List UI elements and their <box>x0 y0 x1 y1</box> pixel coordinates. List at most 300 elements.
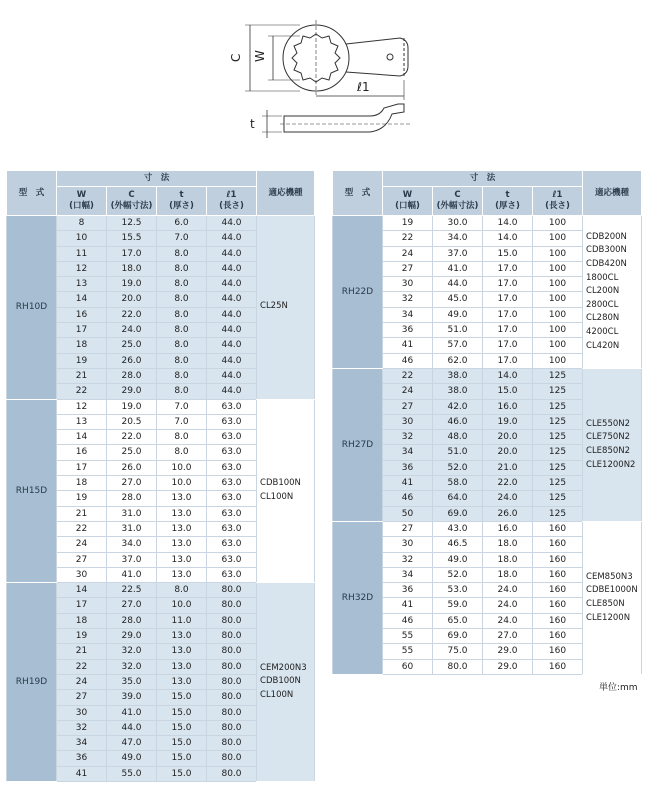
header-t <box>157 187 207 216</box>
model-cell: RH15D <box>7 399 57 583</box>
cell-l1: 44.0 <box>207 277 257 292</box>
cell-l1: 100 <box>533 261 583 276</box>
cell-t: 14.0 <box>483 368 533 383</box>
cell-w: 14 <box>57 583 107 598</box>
cell-t: 8.0 <box>157 292 207 307</box>
spec-table-right <box>332 170 642 675</box>
cell-c: 53.0 <box>433 583 483 598</box>
cell-c: 27.0 <box>107 476 157 491</box>
cell-t: 24.0 <box>483 583 533 598</box>
cell-l1: 125 <box>533 430 583 445</box>
cell-w: 30 <box>383 414 433 429</box>
cell-w: 21 <box>57 506 107 521</box>
cell-c: 31.0 <box>107 506 157 521</box>
cell-t: 17.0 <box>483 323 533 338</box>
cell-c: 75.0 <box>433 644 483 659</box>
cell-l1: 160 <box>533 629 583 644</box>
spec-table-left <box>6 170 315 782</box>
cell-t: 8.0 <box>157 445 207 460</box>
wrench-dimension-diagram <box>0 0 650 160</box>
cell-w: 32 <box>383 430 433 445</box>
handle-outline <box>346 38 408 76</box>
cell-c: 25.0 <box>107 445 157 460</box>
cell-l1: 100 <box>533 292 583 307</box>
cell-w: 30 <box>383 537 433 552</box>
cell-c: 39.0 <box>107 690 157 705</box>
header-l1-label: ℓ1 <box>226 190 237 200</box>
cell-t: 15.0 <box>157 766 207 781</box>
header-c <box>107 187 157 216</box>
cell-t: 15.0 <box>157 690 207 705</box>
cell-c: 28.0 <box>107 491 157 506</box>
cell-c: 26.0 <box>107 460 157 475</box>
cell-t: 13.0 <box>157 629 207 644</box>
cell-t: 22.0 <box>483 476 533 491</box>
applicable-models-cell <box>583 216 642 369</box>
cell-w: 30 <box>383 277 433 292</box>
table-row <box>7 399 315 414</box>
cell-c: 51.0 <box>433 445 483 460</box>
cell-l1: 63.0 <box>207 491 257 506</box>
model-cell: RH32D <box>333 521 383 674</box>
cell-l1: 44.0 <box>207 292 257 307</box>
cell-t: 17.0 <box>483 261 533 276</box>
cell-l1: 100 <box>533 323 583 338</box>
cell-c: 69.0 <box>433 506 483 521</box>
cell-c: 20.5 <box>107 414 157 429</box>
cell-t: 24.0 <box>483 598 533 613</box>
cell-c: 26.0 <box>107 353 157 368</box>
cell-c: 15.5 <box>107 231 157 246</box>
cell-w: 41 <box>383 476 433 491</box>
cell-t: 16.0 <box>483 399 533 414</box>
cell-l1: 63.0 <box>207 430 257 445</box>
cell-c: 45.0 <box>433 292 483 307</box>
applicable-models-cell <box>257 583 315 782</box>
applicable-model-item: CDB100N <box>260 676 301 687</box>
label-c: C <box>229 53 243 62</box>
cell-w: 16 <box>57 445 107 460</box>
cell-l1: 100 <box>533 353 583 368</box>
cell-w: 24 <box>383 384 433 399</box>
cell-w: 17 <box>57 598 107 613</box>
cell-t: 24.0 <box>483 491 533 506</box>
cell-c: 59.0 <box>433 598 483 613</box>
cell-t: 8.0 <box>157 384 207 399</box>
cell-l1: 44.0 <box>207 353 257 368</box>
cell-t: 15.0 <box>157 705 207 720</box>
cell-l1: 125 <box>533 460 583 475</box>
cell-w: 41 <box>383 338 433 353</box>
cell-w: 32 <box>57 720 107 735</box>
cell-t: 13.0 <box>157 491 207 506</box>
cell-w: 22 <box>57 521 107 536</box>
cell-l1: 44.0 <box>207 338 257 353</box>
cell-t: 8.0 <box>157 583 207 598</box>
cell-c: 55.0 <box>107 766 157 781</box>
cell-c: 37.0 <box>107 552 157 567</box>
cell-c: 28.0 <box>107 368 157 383</box>
cell-c: 80.0 <box>433 659 483 674</box>
applicable-model-item: CLE1200N2 <box>586 459 636 470</box>
cell-c: 51.0 <box>433 323 483 338</box>
header-c-sub: (外幅寸法) <box>110 201 153 211</box>
applicable-model-item: CLE850N <box>586 598 625 609</box>
cell-t: 8.0 <box>157 368 207 383</box>
cell-w: 27 <box>57 552 107 567</box>
cell-c: 18.0 <box>107 261 157 276</box>
cell-w: 36 <box>383 460 433 475</box>
header-dimensions: 寸 法 <box>57 171 257 187</box>
cell-c: 38.0 <box>433 384 483 399</box>
cell-t: 15.0 <box>157 751 207 766</box>
applicable-model-item: 1800CL <box>586 272 619 283</box>
cell-l1: 63.0 <box>207 567 257 582</box>
cell-t: 7.0 <box>157 399 207 414</box>
cell-w: 34 <box>383 567 433 582</box>
cell-t: 6.0 <box>157 216 207 231</box>
cell-l1: 160 <box>533 537 583 552</box>
cell-t: 19.0 <box>483 414 533 429</box>
cell-w: 24 <box>383 246 433 261</box>
header-t-label: t <box>179 190 184 200</box>
cell-w: 18 <box>57 338 107 353</box>
cell-c: 52.0 <box>433 567 483 582</box>
cell-c: 69.0 <box>433 629 483 644</box>
cell-l1: 160 <box>533 521 583 536</box>
cell-l1: 125 <box>533 368 583 383</box>
label-l1: ℓ1 <box>357 80 370 94</box>
table-row <box>333 521 642 536</box>
cell-w: 27 <box>57 690 107 705</box>
cell-c: 19.0 <box>107 399 157 414</box>
cell-w: 55 <box>383 629 433 644</box>
cell-w: 12 <box>57 399 107 414</box>
cell-c: 27.0 <box>107 598 157 613</box>
header-model: 型 式 <box>7 171 57 216</box>
header-c-label: C <box>128 190 135 200</box>
cell-w: 22 <box>57 659 107 674</box>
applicable-model-item: CL280N <box>586 313 620 324</box>
cell-c: 47.0 <box>107 736 157 751</box>
cell-c: 22.0 <box>107 430 157 445</box>
cell-w: 32 <box>383 292 433 307</box>
applicable-model-item: 2800CL <box>586 299 619 310</box>
cell-l1: 63.0 <box>207 537 257 552</box>
cell-c: 32.0 <box>107 659 157 674</box>
cell-t: 7.0 <box>157 231 207 246</box>
applicable-model-item: 4200CL <box>586 326 619 337</box>
cell-l1: 44.0 <box>207 231 257 246</box>
cell-w: 18 <box>57 613 107 628</box>
cell-t: 17.0 <box>483 338 533 353</box>
cell-l1: 63.0 <box>207 506 257 521</box>
cell-l1: 160 <box>533 583 583 598</box>
applicable-model-item: CL420N <box>586 340 620 351</box>
cell-t: 10.0 <box>157 598 207 613</box>
cell-l1: 80.0 <box>207 736 257 751</box>
header-w <box>57 187 107 216</box>
cell-t: 15.0 <box>157 720 207 735</box>
cell-c: 28.0 <box>107 613 157 628</box>
applicable-models-cell <box>257 399 315 583</box>
cell-w: 19 <box>383 216 433 231</box>
cell-l1: 100 <box>533 277 583 292</box>
cell-t: 17.0 <box>483 292 533 307</box>
cell-t: 29.0 <box>483 644 533 659</box>
applicable-model-item: CDBE1000N <box>586 585 638 596</box>
cell-c: 31.0 <box>107 521 157 536</box>
header-w-sub: (口幅) <box>69 201 94 211</box>
header-dimensions: 寸 法 <box>383 171 583 187</box>
table-row <box>7 583 315 598</box>
cell-c: 44.0 <box>107 720 157 735</box>
cell-c: 62.0 <box>433 353 483 368</box>
cell-l1: 80.0 <box>207 751 257 766</box>
spec-table-left-body <box>7 216 315 782</box>
cell-w: 36 <box>57 751 107 766</box>
header-t <box>483 187 533 216</box>
applicable-model-item: CL100N <box>260 491 294 502</box>
header-c-label: C <box>454 190 461 200</box>
cell-l1: 63.0 <box>207 476 257 491</box>
cell-w: 30 <box>57 567 107 582</box>
cell-l1: 80.0 <box>207 659 257 674</box>
cell-l1: 80.0 <box>207 766 257 781</box>
cell-t: 8.0 <box>157 261 207 276</box>
header-applicable-models: 適応機種 <box>583 171 642 216</box>
cell-w: 18 <box>57 476 107 491</box>
cell-t: 14.0 <box>483 231 533 246</box>
cell-w: 19 <box>57 353 107 368</box>
cell-t: 15.0 <box>157 736 207 751</box>
cell-c: 52.0 <box>433 460 483 475</box>
cell-w: 14 <box>57 430 107 445</box>
applicable-models-cell <box>257 216 315 400</box>
cell-w: 27 <box>383 399 433 414</box>
cell-t: 13.0 <box>157 506 207 521</box>
cell-c: 38.0 <box>433 368 483 383</box>
applicable-model-item: CDB200N <box>586 231 627 242</box>
applicable-model-item: CL200N <box>586 286 620 297</box>
applicable-model-item: CLE750N2 <box>586 432 631 443</box>
cell-t: 26.0 <box>483 506 533 521</box>
cell-c: 64.0 <box>433 491 483 506</box>
cell-w: 22 <box>57 384 107 399</box>
cell-c: 49.0 <box>433 552 483 567</box>
cell-l1: 44.0 <box>207 368 257 383</box>
applicable-model-item: CL25N <box>260 301 288 312</box>
applicable-model-item: CLE1200N <box>586 612 631 623</box>
cell-l1: 63.0 <box>207 414 257 429</box>
cell-c: 17.0 <box>107 246 157 261</box>
model-cell: RH19D <box>7 583 57 782</box>
cell-c: 46.0 <box>433 414 483 429</box>
cell-w: 41 <box>57 766 107 781</box>
model-cell: RH22D <box>333 216 383 369</box>
cell-l1: 100 <box>533 216 583 231</box>
cell-t: 8.0 <box>157 338 207 353</box>
cell-l1: 63.0 <box>207 445 257 460</box>
applicable-model-item: CEM850N3 <box>586 571 633 582</box>
cell-l1: 125 <box>533 414 583 429</box>
cell-w: 8 <box>57 216 107 231</box>
cell-l1: 44.0 <box>207 323 257 338</box>
cell-l1: 125 <box>533 476 583 491</box>
cell-c: 57.0 <box>433 338 483 353</box>
cell-c: 37.0 <box>433 246 483 261</box>
cell-t: 13.0 <box>157 567 207 582</box>
cell-w: 11 <box>57 246 107 261</box>
cell-l1: 80.0 <box>207 644 257 659</box>
spec-table-right-body <box>333 216 642 675</box>
cell-t: 16.0 <box>483 521 533 536</box>
cell-l1: 160 <box>533 567 583 582</box>
cell-t: 21.0 <box>483 460 533 475</box>
cell-w: 36 <box>383 323 433 338</box>
cell-l1: 160 <box>533 552 583 567</box>
cell-t: 27.0 <box>483 629 533 644</box>
cell-w: 10 <box>57 231 107 246</box>
cell-t: 8.0 <box>157 353 207 368</box>
cell-l1: 63.0 <box>207 460 257 475</box>
cell-c: 20.0 <box>107 292 157 307</box>
applicable-model-item: CDB100N <box>260 478 301 489</box>
cell-w: 34 <box>383 307 433 322</box>
header-t-sub: (厚さ) <box>495 201 520 211</box>
cell-w: 19 <box>57 491 107 506</box>
applicable-model-item: CLE550N2 <box>586 418 631 429</box>
model-cell: RH27D <box>333 368 383 521</box>
cell-w: 46 <box>383 353 433 368</box>
cell-c: 48.0 <box>433 430 483 445</box>
cell-l1: 125 <box>533 384 583 399</box>
cell-c: 46.5 <box>433 537 483 552</box>
cell-c: 12.5 <box>107 216 157 231</box>
cell-t: 18.0 <box>483 552 533 567</box>
cell-t: 20.0 <box>483 430 533 445</box>
cell-c: 32.0 <box>107 644 157 659</box>
header-t-label: t <box>505 190 510 200</box>
cell-l1: 63.0 <box>207 521 257 536</box>
cell-l1: 100 <box>533 231 583 246</box>
cell-l1: 44.0 <box>207 216 257 231</box>
cell-t: 17.0 <box>483 353 533 368</box>
cell-l1: 63.0 <box>207 552 257 567</box>
cell-c: 22.0 <box>107 307 157 322</box>
cell-t: 15.0 <box>483 246 533 261</box>
header-w-label: W <box>402 190 413 200</box>
cell-l1: 160 <box>533 644 583 659</box>
cell-t: 14.0 <box>483 216 533 231</box>
cell-t: 29.0 <box>483 659 533 674</box>
cell-c: 22.5 <box>107 583 157 598</box>
cell-w: 27 <box>383 521 433 536</box>
cell-c: 34.0 <box>107 537 157 552</box>
cell-t: 13.0 <box>157 537 207 552</box>
table-row <box>333 216 642 231</box>
cell-w: 60 <box>383 659 433 674</box>
cell-t: 7.0 <box>157 414 207 429</box>
cell-l1: 80.0 <box>207 583 257 598</box>
table-row <box>7 216 315 231</box>
cell-l1: 44.0 <box>207 261 257 276</box>
cell-l1: 100 <box>533 246 583 261</box>
cell-l1: 80.0 <box>207 613 257 628</box>
cell-c: 24.0 <box>107 323 157 338</box>
cell-t: 18.0 <box>483 537 533 552</box>
unit-note: 単位:mm <box>599 683 638 693</box>
cell-l1: 160 <box>533 659 583 674</box>
cell-w: 21 <box>57 368 107 383</box>
cell-l1: 160 <box>533 598 583 613</box>
cell-w: 21 <box>57 644 107 659</box>
cell-c: 25.0 <box>107 338 157 353</box>
cell-l1: 44.0 <box>207 246 257 261</box>
cell-w: 30 <box>57 705 107 720</box>
cell-w: 14 <box>57 292 107 307</box>
label-t: t <box>250 117 255 131</box>
cell-t: 8.0 <box>157 277 207 292</box>
cell-t: 17.0 <box>483 277 533 292</box>
cell-w: 41 <box>383 598 433 613</box>
cell-t: 20.0 <box>483 445 533 460</box>
header-w-sub: (口幅) <box>395 201 420 211</box>
cell-c: 44.0 <box>433 277 483 292</box>
applicable-model-item: CDB300N <box>586 245 627 256</box>
cell-w: 34 <box>383 445 433 460</box>
cell-c: 41.0 <box>107 567 157 582</box>
cell-w: 46 <box>383 491 433 506</box>
cell-l1: 63.0 <box>207 399 257 414</box>
cell-w: 55 <box>383 644 433 659</box>
cell-l1: 80.0 <box>207 690 257 705</box>
cell-w: 24 <box>57 674 107 689</box>
cell-t: 13.0 <box>157 521 207 536</box>
cell-l1: 125 <box>533 445 583 460</box>
cell-c: 29.0 <box>107 384 157 399</box>
cell-w: 46 <box>383 613 433 628</box>
cell-c: 43.0 <box>433 521 483 536</box>
cell-c: 58.0 <box>433 476 483 491</box>
cell-l1: 125 <box>533 491 583 506</box>
cell-t: 8.0 <box>157 307 207 322</box>
cell-t: 8.0 <box>157 430 207 445</box>
header-c <box>433 187 483 216</box>
header-l1-sub: (長さ) <box>219 201 244 211</box>
cell-c: 35.0 <box>107 674 157 689</box>
applicable-model-item: CL100N <box>260 689 294 700</box>
cell-l1: 100 <box>533 338 583 353</box>
header-model: 型 式 <box>333 171 383 216</box>
cell-w: 22 <box>383 368 433 383</box>
cell-l1: 80.0 <box>207 720 257 735</box>
header-applicable-models: 適応機種 <box>257 171 315 216</box>
header-l1-label: ℓ1 <box>552 190 563 200</box>
cell-w: 34 <box>57 736 107 751</box>
label-w: W <box>253 50 267 62</box>
cell-t: 18.0 <box>483 567 533 582</box>
cell-l1: 80.0 <box>207 598 257 613</box>
applicable-model-item: CEM200N3 <box>260 662 307 673</box>
cell-w: 16 <box>57 307 107 322</box>
cell-l1: 80.0 <box>207 705 257 720</box>
cell-l1: 160 <box>533 613 583 628</box>
cell-c: 34.0 <box>433 231 483 246</box>
cell-c: 65.0 <box>433 613 483 628</box>
header-t-sub: (厚さ) <box>169 201 194 211</box>
cell-w: 36 <box>383 583 433 598</box>
